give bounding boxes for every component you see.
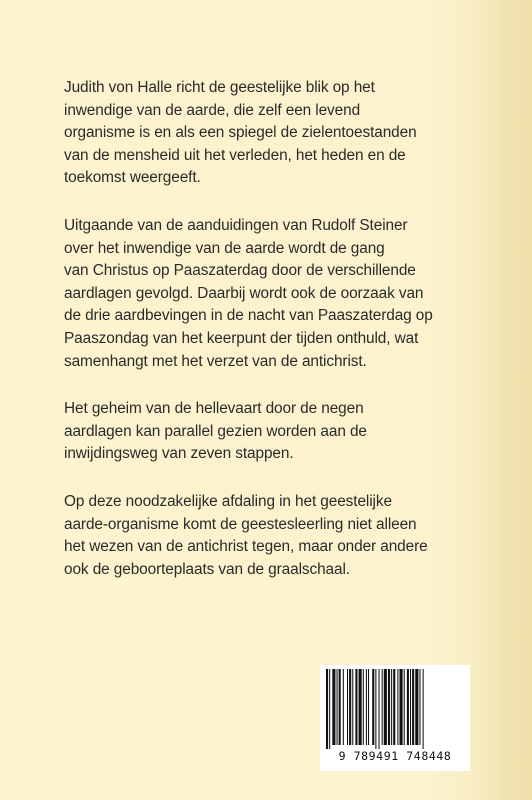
barcode-bar <box>415 669 418 745</box>
barcode-bar <box>393 669 395 745</box>
barcode-bar <box>339 669 341 745</box>
barcode-bar <box>355 669 357 745</box>
barcode-bar <box>375 669 376 749</box>
isbn-barcode <box>320 665 470 771</box>
barcode-bar <box>359 669 362 745</box>
barcode-bar <box>423 669 424 749</box>
barcode-bar <box>352 669 353 745</box>
barcode-bar <box>337 669 338 745</box>
barcode-bar <box>372 669 374 745</box>
barcode-bar <box>412 669 414 745</box>
barcode-bar <box>347 669 348 745</box>
barcode-bar <box>332 669 335 745</box>
barcode-bar <box>343 669 344 745</box>
isbn-number: 9 789491 748448 <box>338 749 452 763</box>
barcode-bar <box>363 669 364 745</box>
barcode-bar <box>407 669 409 745</box>
barcode-bar <box>329 669 330 749</box>
barcode-bar <box>379 669 380 749</box>
barcode-bar <box>366 669 367 745</box>
barcode-bars <box>326 669 464 749</box>
barcode-bar <box>404 669 405 745</box>
barcode-bar <box>388 669 390 745</box>
blurb-paragraph-4: Op deze noodzakelijke afdaling in het geestelijke aarde-organisme komt de geestesleerling niet alleen het wezen van de antichrist tegen, maar onder andere ook de geboorteplaats van de graalschaal. <box>64 492 428 578</box>
barcode-bar <box>326 669 328 749</box>
blurb-paragraph-1: Judith von Halle richt de geestelijke blik op het inwendige van de aarde, die zelf een levend organisme is en als een spiegel de zielentoestanden van de mensheid uit het verleden, het heden en de toekomst weergeeft. <box>64 79 417 187</box>
barcode-bar <box>397 669 398 745</box>
barcode-bar <box>384 669 387 745</box>
barcode-bar <box>382 669 383 745</box>
barcode-bar <box>419 669 420 745</box>
back-cover-blurb <box>64 77 464 606</box>
barcode-bar <box>368 669 369 745</box>
blurb-paragraph-2: Uitgaande van de aanduidingen van Rudolf Steiner over het inwendige van de aarde wordt de gang van Christus op Paaszaterdag door de verschillende aardlagen gevolgd. Daarbij wordt ook de oorzaak van de drie aardbevingen in de nacht van Paaszaterdag op Paaszondag van het keerpunt der tijden onthuld, wat samenhangt met het verzet van de antichrist. <box>64 216 433 370</box>
cover-spine-shading <box>472 0 532 800</box>
barcode-bar <box>400 669 403 745</box>
barcode-bar <box>349 669 351 745</box>
blurb-paragraph-3: Het geheim van de hellevaart door de negen aardlagen kan parallel gezien worden aan de inwijdingsweg van zeven stappen. <box>64 400 367 463</box>
barcode-bar <box>410 669 411 745</box>
barcode-bar <box>391 669 392 745</box>
